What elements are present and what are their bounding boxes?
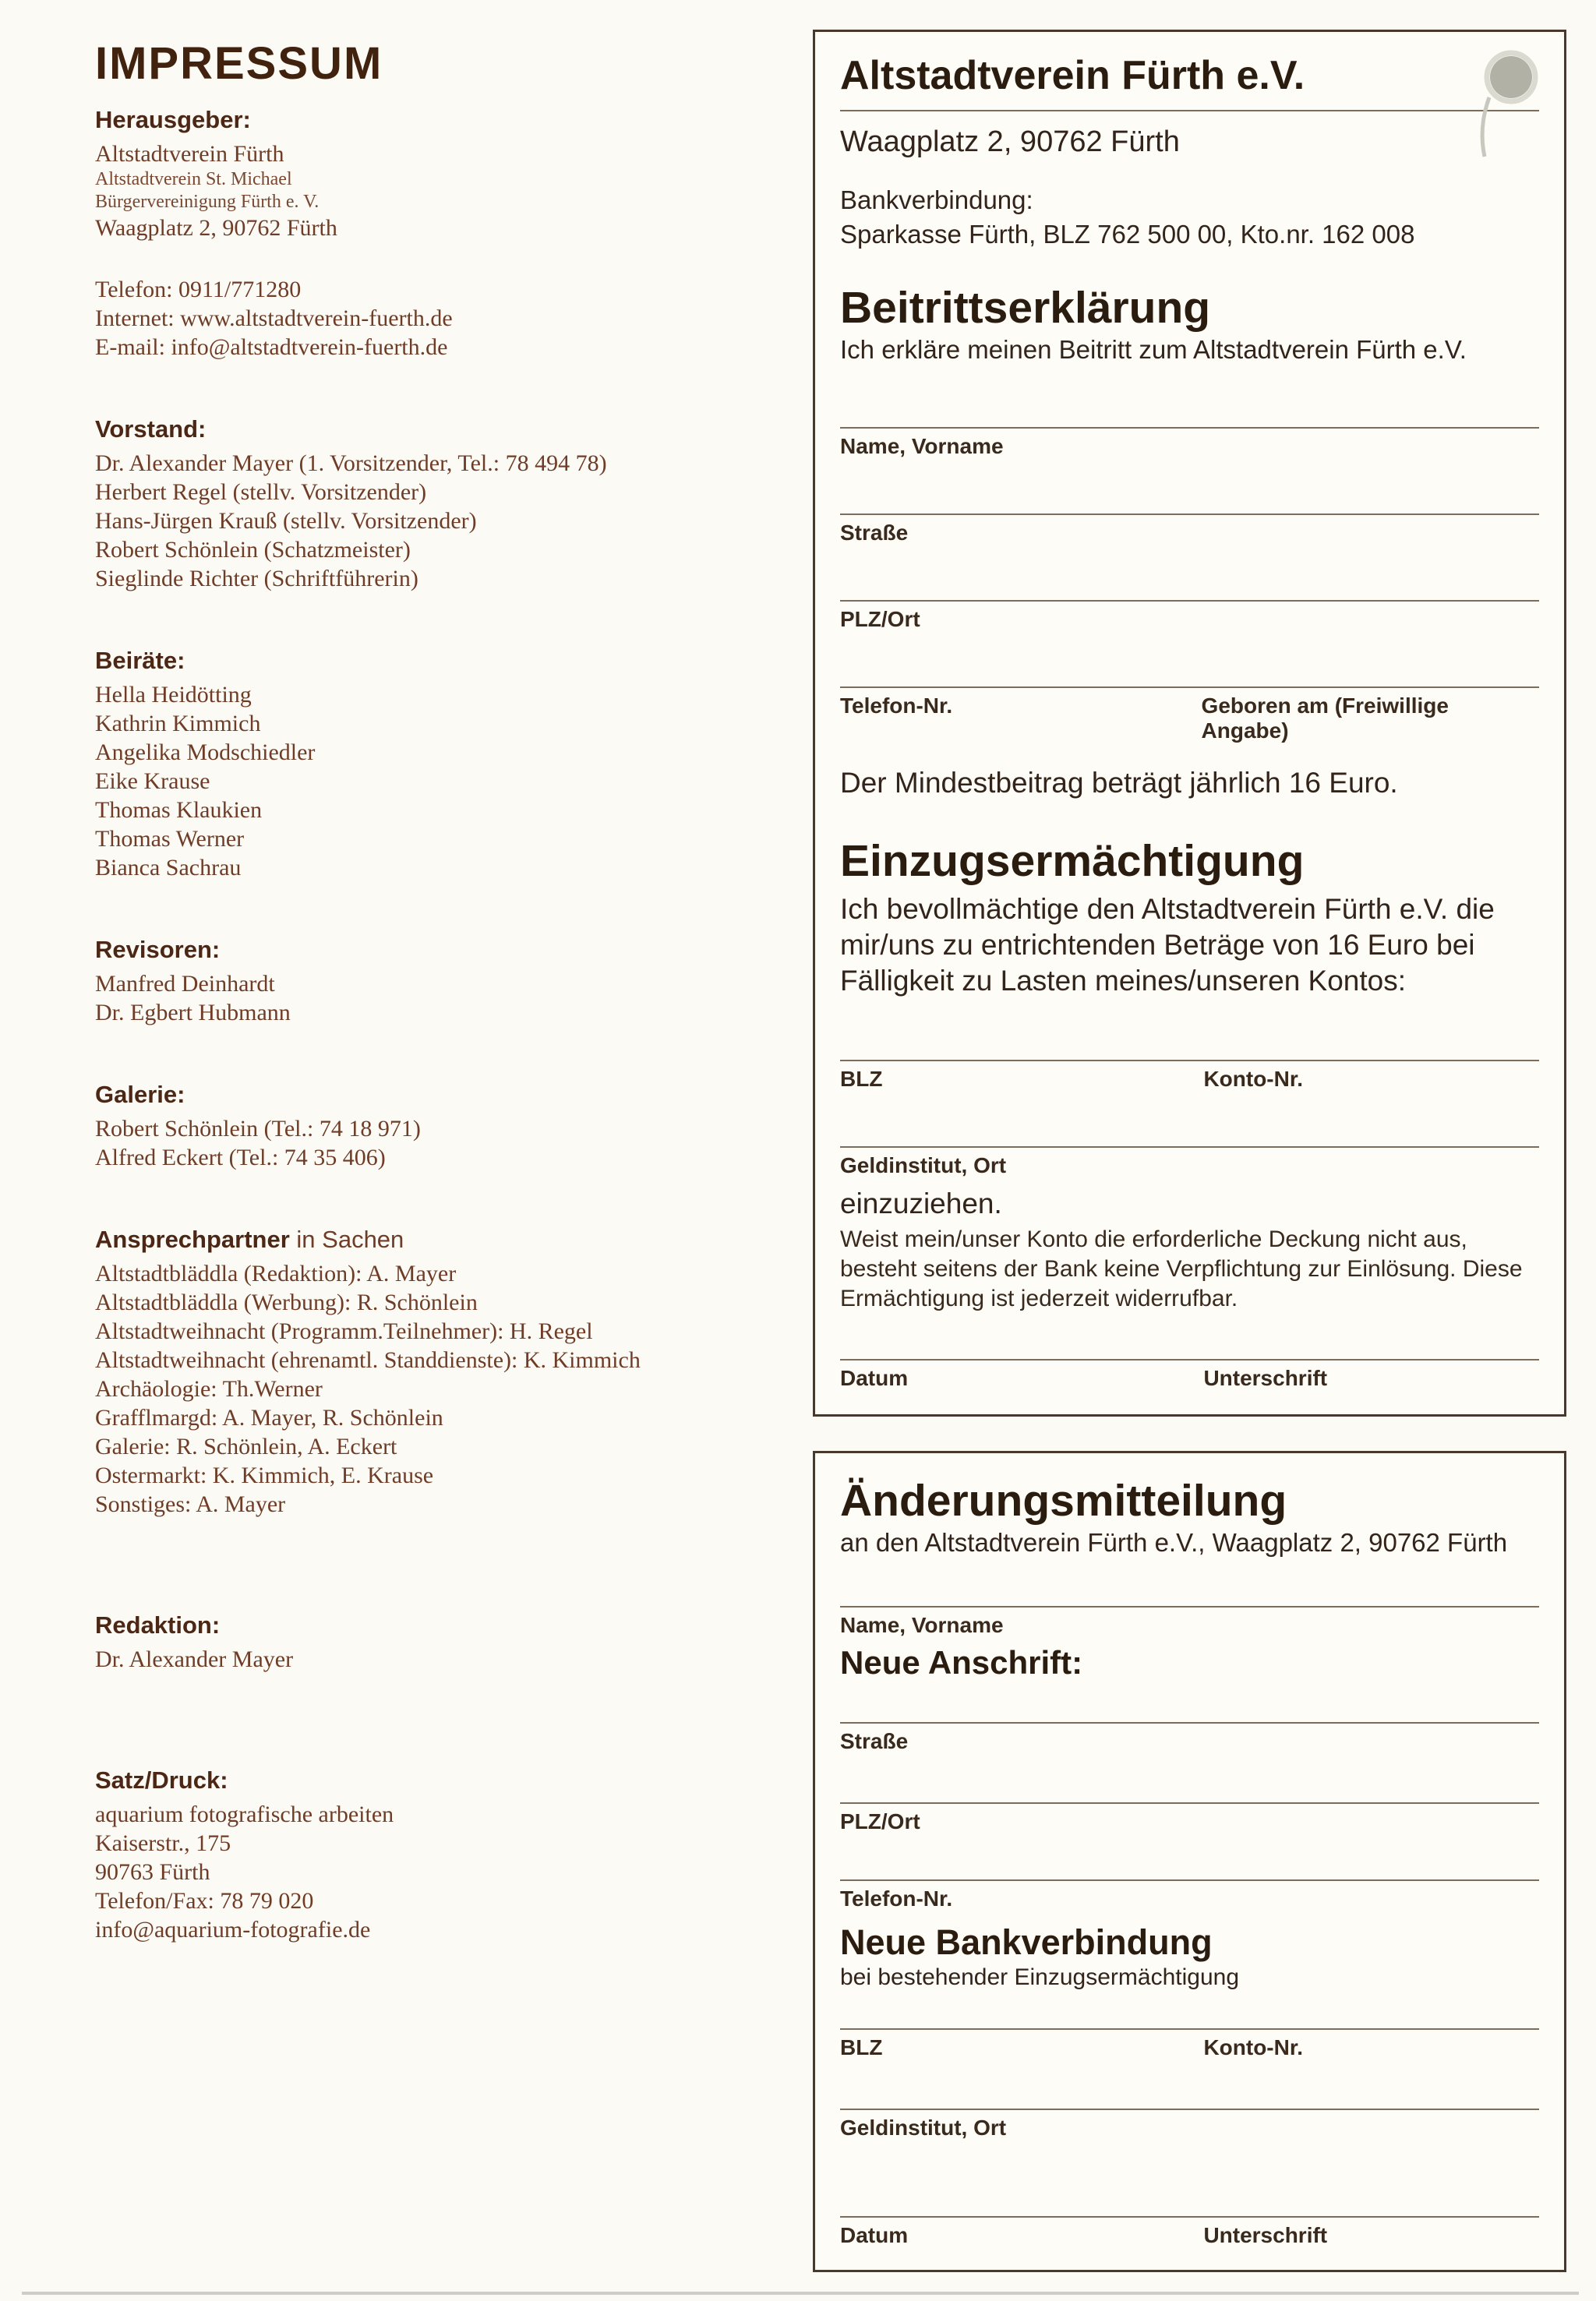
section-label-satz-druck: Satz/Druck: <box>95 1766 228 1794</box>
contact-person-item: Altstadtbläddla (Werbung): R. Schönlein <box>95 1290 478 1315</box>
advisory-member: Bianca Sachrau <box>95 855 242 881</box>
field-label: BLZ <box>840 1067 883 1091</box>
field-datum-unterschrift <box>840 2216 1539 2248</box>
board-member: Herbert Regel (stellv. Vorsitzender) <box>95 479 427 505</box>
scan-bottom-edge <box>22 2292 1579 2295</box>
field-label: Straße <box>840 1729 909 1753</box>
field-label: Name, Vorname <box>840 434 1004 458</box>
field-label: Geldinstitut, Ort <box>840 1153 1007 1177</box>
field-label: Konto-Nr. <box>1203 2035 1303 2059</box>
impressum-column <box>95 37 789 1944</box>
label-rest: in Sachen <box>289 1226 404 1253</box>
field-datum-unterschrift <box>840 1359 1539 1391</box>
bank-label: Bankverbindung: <box>840 185 1033 214</box>
field-label: Telefon-Nr. <box>840 1886 953 1911</box>
field-label: Geldinstitut, Ort <box>840 2116 1007 2140</box>
field-label-row <box>840 1067 1539 1092</box>
field-label: Datum <box>840 2223 909 2247</box>
section-label-herausgeber: Herausgeber: <box>95 106 251 133</box>
advisory-member: Kathrin Kimmich <box>95 711 261 736</box>
field-label: Straße <box>840 521 909 545</box>
field-name-vorname <box>840 1606 1539 1682</box>
impressum-section-contact <box>95 275 789 362</box>
impressum-section-satz-druck <box>95 1766 789 1944</box>
auditor-member: Dr. Egbert Hubmann <box>95 1000 291 1025</box>
board-member: Hans-Jürgen Krauß (stellv. Vorsitzender) <box>95 508 477 534</box>
neue-anschrift-heading: Neue Anschrift: <box>840 1644 1083 1681</box>
debit-authorization-title: Einzugsermächtigung <box>840 836 1305 886</box>
neue-bankverbindung-heading: Neue Bankverbindung <box>840 1922 1213 1962</box>
field-telefon-geboren <box>840 686 1539 743</box>
field-label-row <box>840 2223 1539 2248</box>
field-label: Name, Vorname <box>840 1613 1004 1637</box>
print-line: aquarium fotografische arbeiten <box>95 1802 394 1827</box>
hole-punch-icon <box>1457 49 1544 166</box>
field-label: Konto-Nr. <box>1203 1067 1303 1091</box>
publisher-org-small: Bürgervereinigung Fürth e. V. <box>95 192 320 212</box>
impressum-section-vorstand <box>95 415 789 593</box>
field-label: Unterschrift <box>1203 2223 1328 2247</box>
advisory-member: Angelika Modschiedler <box>95 739 316 765</box>
field-label: Unterschrift <box>1203 1366 1328 1390</box>
section-label-galerie: Galerie: <box>95 1081 185 1108</box>
field-label: PLZ/Ort <box>840 1809 920 1833</box>
print-line: Kaiserstr., 175 <box>95 1830 231 1856</box>
advisory-member: Thomas Werner <box>95 826 245 852</box>
field-label-row <box>840 693 1539 743</box>
field-name-vorname <box>840 427 1539 459</box>
field-blz-konto <box>840 2028 1539 2060</box>
small-print: Weist mein/unser Konto die erforderliche Deckung nicht aus, besteht seitens der Bank keine Verpflichtung zur Einlösung. Diese Ermächtigung ist jederzeit widerrufbar. <box>840 1226 1523 1311</box>
section-label-redaktion: Redaktion: <box>95 1611 221 1639</box>
board-member: Robert Schönlein (Schatzmeister) <box>95 537 411 563</box>
field-strasse <box>840 513 1539 545</box>
contact-person-item: Altstadtweihnacht (ehrenamtl. Standdienste): K. Kimmich <box>95 1347 641 1373</box>
contact-person-item: Altstadtweihnacht (Programm.Teilnehmer): H. Regel <box>95 1318 593 1344</box>
editor-name: Dr. Alexander Mayer <box>95 1646 294 1672</box>
field-label-row <box>840 2035 1539 2060</box>
field-geldinstitut <box>840 2109 1539 2140</box>
print-line: 90763 Fürth <box>95 1859 210 1885</box>
neue-bankverbindung-note: bei bestehender Einzugsermächtigung <box>840 1964 1240 1990</box>
membership-form-box <box>813 30 1566 1417</box>
field-label: PLZ/Ort <box>840 607 920 631</box>
contact-person-item: Altstadtbläddla (Redaktion): A. Mayer <box>95 1261 457 1286</box>
print-line: Telefon/Fax: 78 79 020 <box>95 1888 314 1914</box>
field-geldinstitut <box>840 1146 1539 1178</box>
field-label: Geboren am (Freiwillige Angabe) <box>1201 693 1449 743</box>
impressum-title: IMPRESSUM <box>95 38 383 89</box>
publisher-org-small: Altstadtverein St. Michael <box>95 169 292 189</box>
change-form-subtitle: an den Altstadtverein Fürth e.V., Waagplatz 2, 90762 Fürth <box>840 1528 1508 1557</box>
publisher-address: Waagplatz 2, 90762 Fürth <box>95 215 337 241</box>
contact-phone: Telefon: 0911/771280 <box>95 277 302 302</box>
hole-punch-mark <box>1457 49 1544 170</box>
field-label: BLZ <box>840 2035 883 2059</box>
einziehen-text: einzuziehen. <box>840 1188 1002 1219</box>
bank-details: Sparkasse Fürth, BLZ 762 500 00, Kto.nr. 162 008 <box>840 220 1415 249</box>
field-telefon <box>840 1879 1539 1991</box>
advisory-member: Eike Krause <box>95 768 210 794</box>
org-title: Altstadtverein Fürth e.V. <box>840 52 1539 111</box>
contact-person-item: Archäologie: Th.Werner <box>95 1376 323 1402</box>
section-label-revisoren: Revisoren: <box>95 936 221 963</box>
field-label: Datum <box>840 1366 909 1390</box>
impressum-section-revisoren <box>95 935 789 1027</box>
change-form-title: Änderungsmitteilung <box>840 1476 1287 1526</box>
field-strasse <box>840 1722 1539 1754</box>
advisory-member: Thomas Klaukien <box>95 797 263 823</box>
contact-email: E-mail: info@altstadtverein-fuerth.de <box>95 334 448 360</box>
field-plz-ort <box>840 600 1539 632</box>
section-label-beiraete: Beiräte: <box>95 647 185 674</box>
change-notice-form-box <box>813 1451 1566 2272</box>
field-label: Telefon-Nr. <box>840 693 953 718</box>
contact-person-item: Grafflmargd: A. Mayer, R. Schönlein <box>95 1405 443 1431</box>
gallery-contact: Robert Schönlein (Tel.: 74 18 971) <box>95 1116 421 1142</box>
impressum-section-redaktion <box>95 1611 789 1674</box>
contact-website: Internet: www.altstadtverein-fuerth.de <box>95 305 453 331</box>
contact-person-item: Ostermarkt: K. Kimmich, E. Krause <box>95 1463 434 1488</box>
gallery-contact: Alfred Eckert (Tel.: 74 35 406) <box>95 1145 386 1170</box>
field-label-row <box>840 1366 1539 1391</box>
fee-note: Der Mindestbeitrag beträgt jährlich 16 Euro. <box>840 767 1398 799</box>
section-label-vorstand: Vorstand: <box>95 415 207 443</box>
auditor-member: Manfred Deinhardt <box>95 971 275 997</box>
impressum-section-herausgeber <box>95 105 789 242</box>
impressum-section-beiraete <box>95 646 789 882</box>
label-bold: Ansprechpartner <box>95 1226 290 1253</box>
debit-authorization-text: Ich bevollmächtige den Altstadtverein Fürth e.V. die mir/uns zu entrichtenden Beträge von 16 Euro bei Fälligkeit zu Lasten meines/unseren Kontos: <box>840 893 1495 997</box>
org-address: Waagplatz 2, 90762 Fürth <box>840 125 1180 158</box>
advisory-member: Hella Heidötting <box>95 682 252 708</box>
membership-form-title: Beitrittserklärung <box>840 283 1211 333</box>
print-line: info@aquarium-fotografie.de <box>95 1917 371 1943</box>
field-blz-konto <box>840 1060 1539 1092</box>
impressum-section-ansprechpartner <box>95 1225 789 1519</box>
field-plz-ort <box>840 1802 1539 1834</box>
impressum-section-galerie <box>95 1080 789 1172</box>
board-member: Sieglinde Richter (Schriftführerin) <box>95 566 418 591</box>
contact-person-item: Galerie: R. Schönlein, A. Eckert <box>95 1434 397 1459</box>
membership-form-subtitle: Ich erkläre meinen Beitritt zum Altstadtverein Fürth e.V. <box>840 335 1467 364</box>
section-label-ansprechpartner <box>95 1225 789 1255</box>
publisher-org: Altstadtverein Fürth <box>95 141 284 167</box>
board-member: Dr. Alexander Mayer (1. Vorsitzender, Tel.: 78 494 78) <box>95 450 607 476</box>
contact-person-item: Sonstiges: A. Mayer <box>95 1491 286 1517</box>
